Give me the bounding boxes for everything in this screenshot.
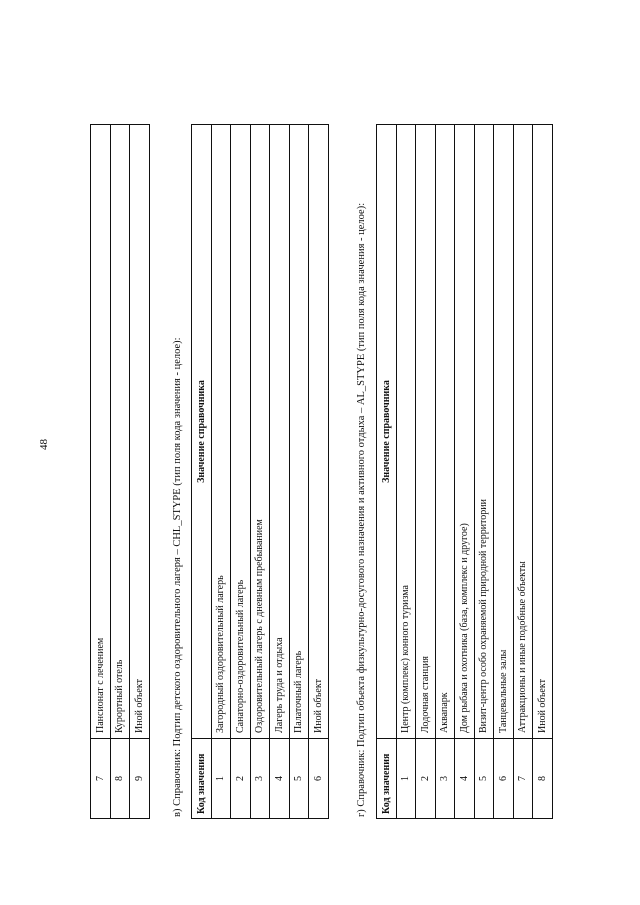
code-cell: 9 bbox=[130, 739, 150, 819]
value-cell: Дом рыбака и охотника (база, комплекс и другое) bbox=[455, 125, 475, 739]
table-row bbox=[435, 125, 455, 819]
code-cell: 6 bbox=[309, 739, 329, 819]
code-cell: 2 bbox=[231, 739, 251, 819]
header-value: Значение справочника bbox=[192, 125, 212, 739]
code-cell: 7 bbox=[513, 739, 533, 819]
value-cell: Иной объект bbox=[130, 125, 150, 739]
table-row bbox=[231, 125, 251, 819]
value-cell: Танцевальные залы bbox=[494, 125, 514, 739]
table-continuation bbox=[90, 124, 150, 819]
code-cell: 8 bbox=[533, 739, 553, 819]
code-cell: 6 bbox=[494, 739, 514, 819]
table-chl-stype bbox=[191, 124, 329, 819]
header-code: Код значения bbox=[377, 739, 397, 819]
value-cell: Санаторно-оздоровительный лагерь bbox=[231, 125, 251, 739]
table-row bbox=[110, 125, 130, 819]
code-cell: 1 bbox=[211, 739, 231, 819]
code-cell: 1 bbox=[396, 739, 416, 819]
table-row bbox=[309, 125, 329, 819]
value-cell: Лагерь труда и отдыха bbox=[270, 125, 290, 739]
value-cell: Оздоровительный лагерь с дневным пребыванием bbox=[250, 125, 270, 739]
header-value: Значение справочника bbox=[377, 125, 397, 739]
table-row bbox=[396, 125, 416, 819]
table-header-row bbox=[377, 125, 397, 819]
value-cell: Курортный отель bbox=[110, 125, 130, 739]
code-cell: 3 bbox=[250, 739, 270, 819]
header-code: Код значения bbox=[192, 739, 212, 819]
code-cell: 5 bbox=[474, 739, 494, 819]
table-al-stype bbox=[376, 124, 553, 819]
code-cell: 4 bbox=[270, 739, 290, 819]
value-cell: Пансионат с лечением bbox=[91, 125, 111, 739]
code-cell: 3 bbox=[435, 739, 455, 819]
table-row bbox=[130, 125, 150, 819]
section-g-caption: г) Справочник: Подтип объекта физкультурно-досугового назначения и активного отдыха – AL_STYPE (тип поля кода значения - целое): bbox=[356, 202, 367, 817]
table-row bbox=[533, 125, 553, 819]
value-cell: Аттракционы и иные подобные объекты bbox=[513, 125, 533, 739]
value-cell: Иной объект bbox=[533, 125, 553, 739]
table-row bbox=[289, 125, 309, 819]
table-row bbox=[270, 125, 290, 819]
table-row bbox=[455, 125, 475, 819]
table-header-row bbox=[192, 125, 212, 819]
code-cell: 7 bbox=[91, 739, 111, 819]
page-number: 48 bbox=[38, 439, 50, 450]
table-row bbox=[513, 125, 533, 819]
value-cell: Иной объект bbox=[309, 125, 329, 739]
code-cell: 5 bbox=[289, 739, 309, 819]
value-cell: Центр (комплекс) конного туризма bbox=[396, 125, 416, 739]
code-cell: 2 bbox=[416, 739, 436, 819]
table-row bbox=[416, 125, 436, 819]
section-v-caption: в) Справочник: Подтип детского оздоровительного лагеря – CHL_STYPE (тип поля кода значения - целое): bbox=[172, 337, 183, 817]
code-cell: 4 bbox=[455, 739, 475, 819]
value-cell: Лодочная станция bbox=[416, 125, 436, 739]
table-row bbox=[474, 125, 494, 819]
value-cell: Загородный оздоровительный лагерь bbox=[211, 125, 231, 739]
value-cell: Аквапарк bbox=[435, 125, 455, 739]
table-row bbox=[211, 125, 231, 819]
code-cell: 8 bbox=[110, 739, 130, 819]
table-row bbox=[494, 125, 514, 819]
table-row bbox=[91, 125, 111, 819]
table-row bbox=[250, 125, 270, 819]
value-cell: Визит-центр особо охраняемой природной территории bbox=[474, 125, 494, 739]
value-cell: Палаточный лагерь bbox=[289, 125, 309, 739]
